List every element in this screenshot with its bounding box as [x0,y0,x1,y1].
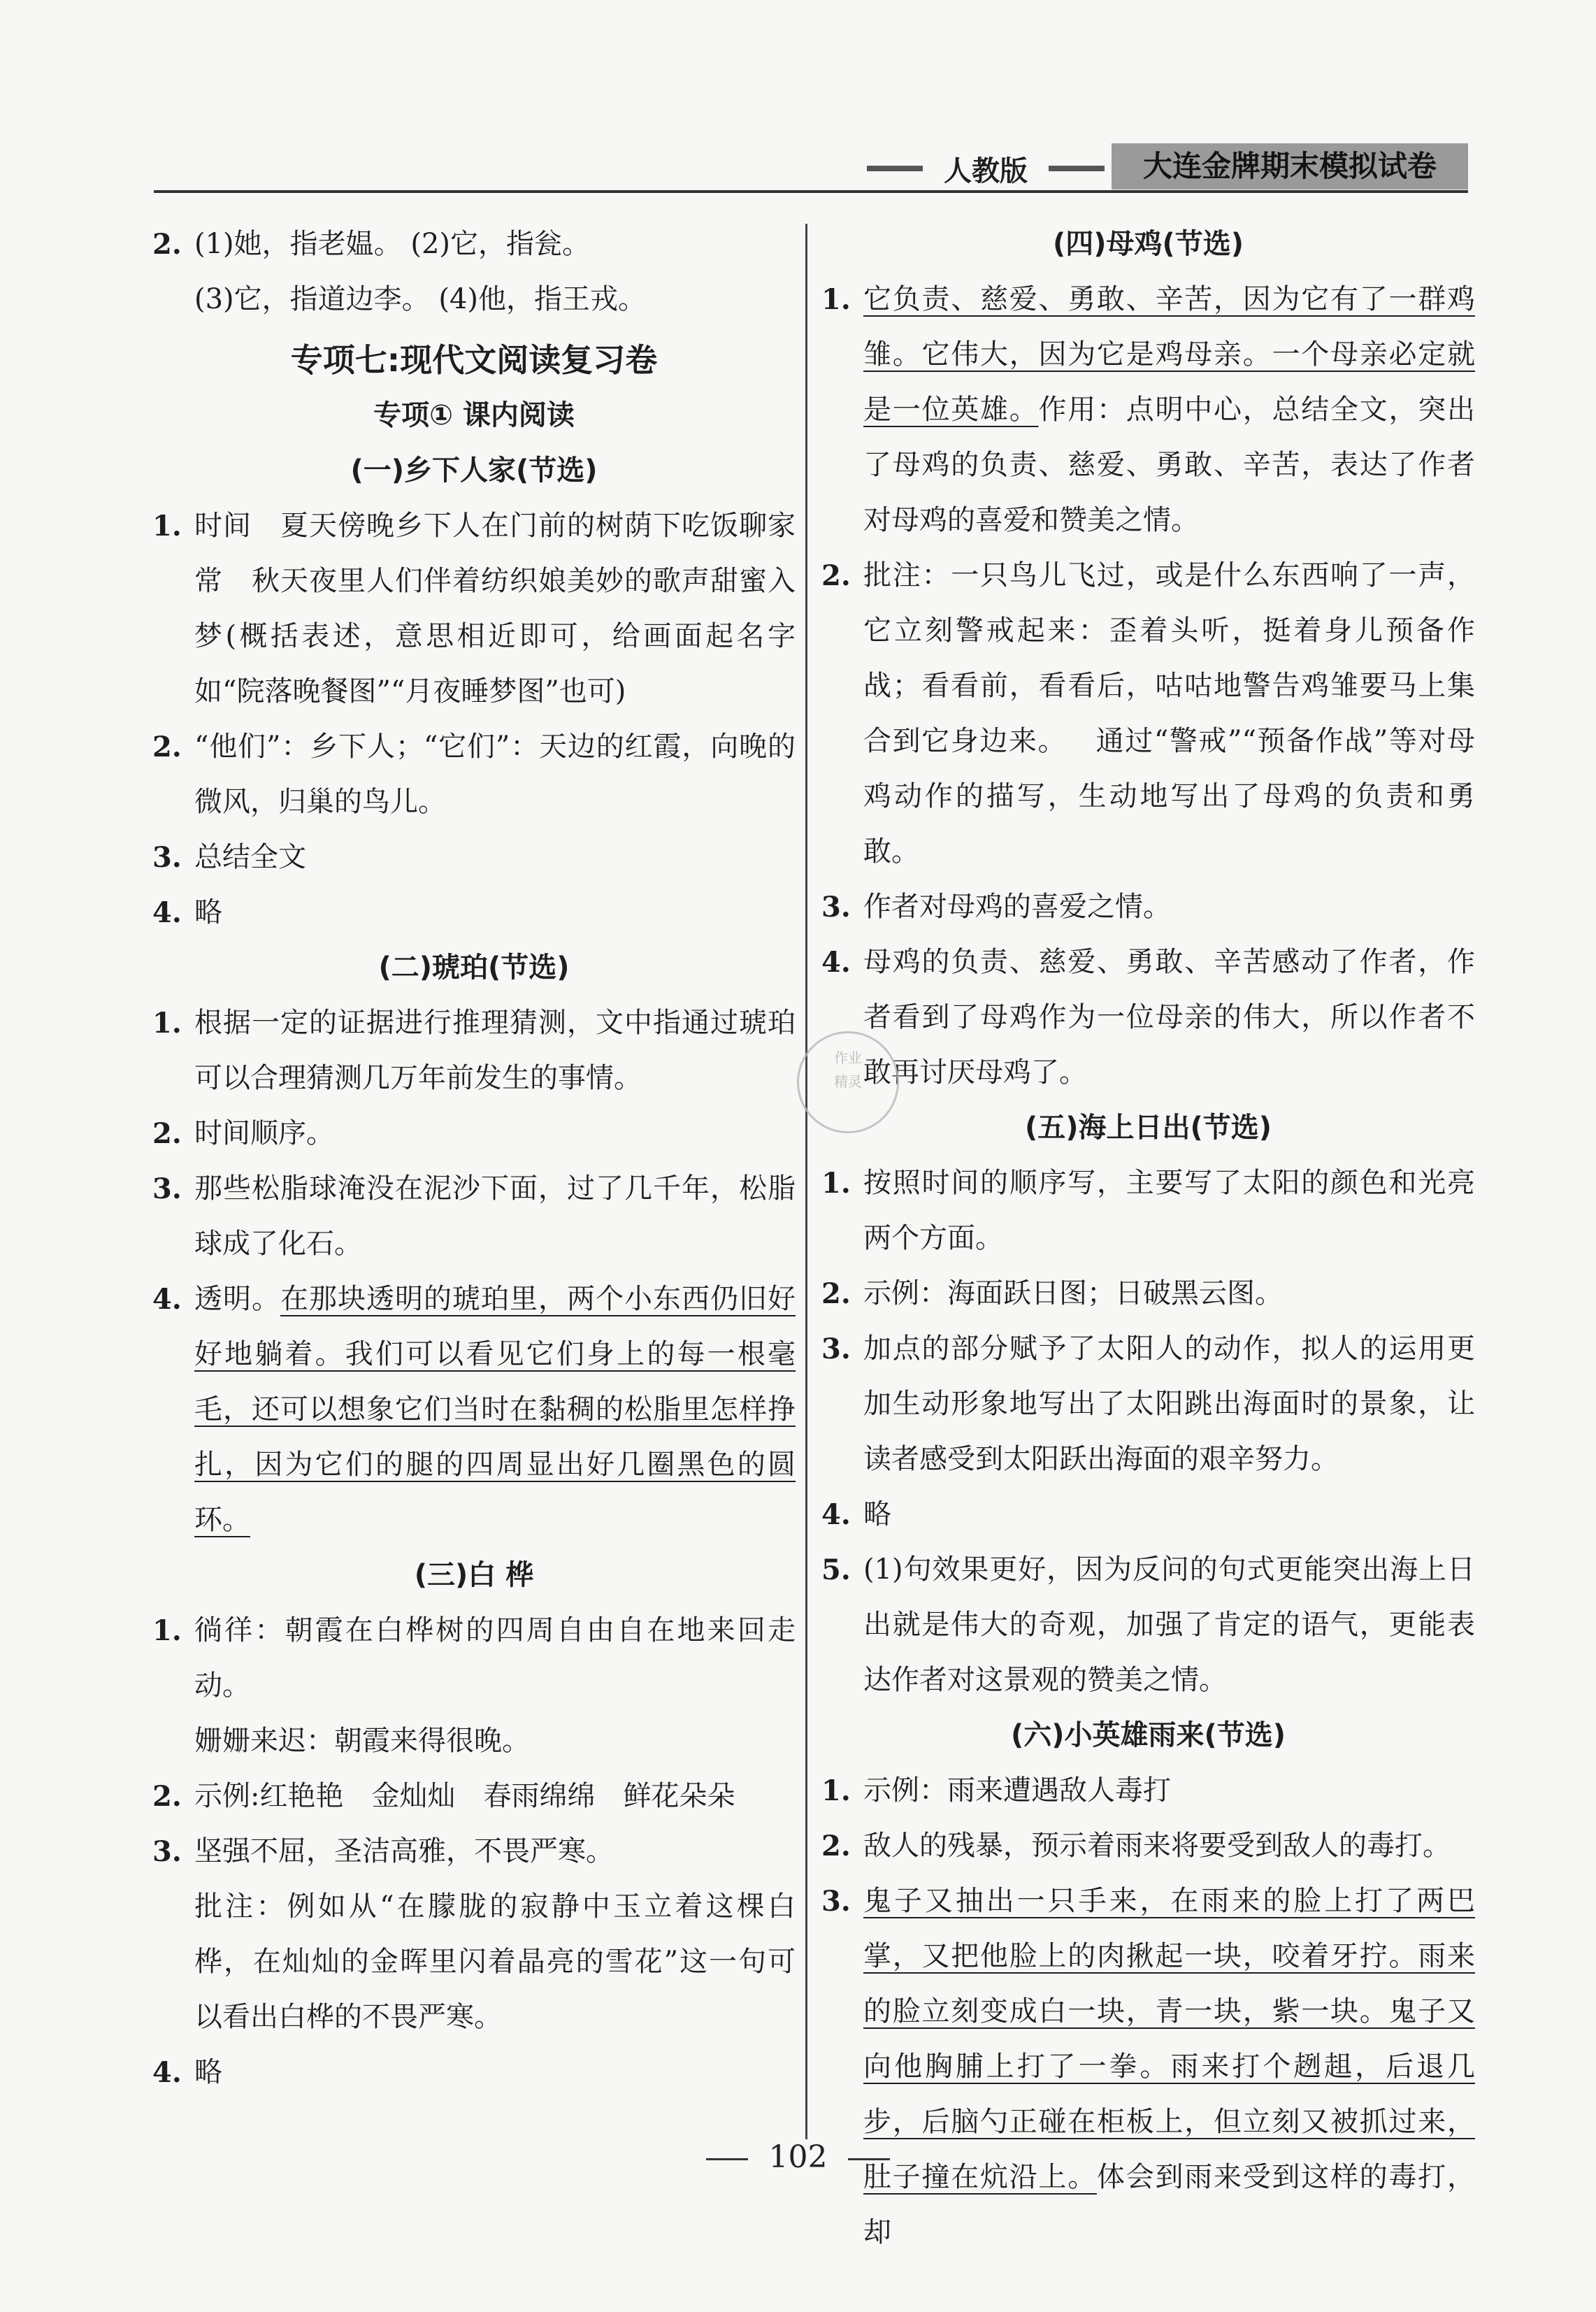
item-number: 4. [152,896,182,929]
right-column [821,217,1475,2260]
list-item [821,1818,1475,1874]
part-title: (六)小英雄雨来(节选) [1010,1719,1286,1751]
item-number: 1. [152,1614,182,1647]
column-divider [805,224,807,2139]
item-number: 1. [821,1774,851,1807]
item-number: 2. [821,1830,851,1862]
list-item [152,1272,796,1548]
answer-text: 体会到雨来受到这样的毒打，却 [863,2161,1475,2248]
item-number: 2. [821,1277,851,1310]
item-number: 2. [152,1780,182,1813]
list-item [152,885,796,940]
list-item [821,1487,1475,1542]
answer-text: (1)她，指老媪。 (2)它，指瓮。 [194,228,591,260]
part-title: (一)乡下人家(节选) [350,454,598,487]
list-item [152,719,796,830]
item-number: 4. [821,1498,851,1531]
item-number: 3. [821,1885,851,1918]
answer-text: 夏天傍晚乡下人在门前的树荫下吃饭聊家常 [194,510,796,597]
item-number: 2. [821,559,851,592]
list-item [152,1161,796,1272]
part-title: (二)琥珀(节选) [378,952,570,984]
answer-text: 通过“警戒”“预备作战”等对母鸡动作的描写，生动地写出了母鸡的负责和勇敢。 [863,725,1476,868]
answer-text: 批注：例如从“在朦胧的寂静中玉立着这棵白桦，在灿灿的金晖里闪着晶亮的雪花”这一句可以看出白桦的不畏严寒。 [194,1890,796,2033]
answer-text: 姗姗来迟：朝霞来得很晚。 [194,1725,530,1757]
item-number: 2. [152,1117,182,1150]
answer-word: 红艳艳 [259,1780,344,1812]
item-number: 3. [821,1333,851,1365]
answer-text: 透明。 [194,1283,280,1315]
answer-text: 略 [194,2056,222,2088]
item-number: 4. [152,2056,182,2089]
answer-text: 按照时间的顺序写，主要写了太阳的颜色和光亮两个方面。 [863,1167,1475,1254]
list-item [821,1542,1475,1708]
list-item [821,935,1475,1100]
answer-label: 示例: [194,1780,260,1812]
list-item [821,1156,1475,1266]
list-item [821,1321,1475,1487]
answer-text: 示例：雨来遭遇敌人毒打 [863,1774,1171,1807]
item-number: 1. [152,1007,182,1040]
page-number [0,2139,1596,2175]
answer-text: (3)它，指道边李。 (4)他，指王戎。 [194,283,647,315]
answer-text: 徜徉：朝霞在白桦树的四周自由自在地来回走动。 [194,1614,796,1702]
list-item [152,2045,796,2100]
answer-text: 加点的部分赋予了太阳人的动作，拟人的运用更加生动形象地写出了太阳跳出海面时的景象，让读者感受到太阳跃出海面的艰辛努力。 [863,1333,1475,1475]
answer-word: 金灿灿 [371,1780,456,1812]
answer-text: (1)句效果更好，因为反问的句式更能突出海上日出就是伟大的奇观，加强了肯定的语气，更能表达作者对这景观的赞美之情。 [863,1553,1475,1696]
item-number: 2. [152,731,182,763]
underlined-quote: 鬼子又抽出一只手来，在雨来的脸上打了两巴掌，又把他脸上的肉揪起一块，咬着牙拧。雨来的脸立刻变成白一块，青一块，紫一块。鬼子又向他胸脯上打了一拳。雨来打个趔趄，后退几步，后脑勺正碰在柜板上，但立刻又被抓过来，肚子撞在炕沿上。 [863,1885,1475,2193]
header-rule [154,190,1468,193]
answer-text: 母鸡的负责、慈爱、勇敢、辛苦感动了作者，作者看到了母鸡作为一位母亲的伟大，所以作者不敢再讨厌母鸡了。 [863,946,1475,1089]
item-number: 1. [821,1167,851,1200]
left-column [152,217,796,2100]
page-header [154,143,1468,192]
answer-text: 坚强不屈，圣洁高雅，不畏严寒。 [194,1835,614,1867]
item-number: 3. [152,841,182,874]
list-item [821,548,1475,879]
item-number: 5. [821,1553,851,1586]
list-item [152,498,796,719]
answer-text: 略 [863,1498,891,1530]
watermark-stamp [797,1031,899,1133]
list-item [821,1266,1475,1321]
item-number: 4. [152,1283,182,1316]
item-number: 1. [821,283,851,316]
answer-text: 那些松脂球淹没在泥沙下面，过了几千年，松脂球成了化石。 [194,1172,796,1260]
list-item [821,272,1475,548]
list-item [821,1763,1475,1818]
part-title: (五)海上日出(节选) [1024,1112,1272,1144]
series-title-box: 大连金牌期末模拟试卷 [1112,143,1468,189]
answer-word: 春雨绵绵 [483,1780,596,1812]
list-item [821,1874,1475,2260]
answer-text: “他们”：乡下人；“它们”：天边的红霞，向晚的微风，归巢的鸟儿。 [194,731,796,818]
item-number: 4. [821,946,851,979]
underlined-quote: 它负责、慈爱、勇敢、辛苦，因为它有了一群鸡雏。它伟大，因为它是鸡母亲。一个母亲必定就是一位英雄。 [863,283,1475,426]
answer-text: 略 [194,896,222,928]
answer-text: 作者对母鸡的喜爱之情。 [863,891,1171,923]
answer-text: 时间顺序。 [194,1117,334,1149]
list-item [821,879,1475,935]
part-title: (四)母鸡(节选) [1052,228,1244,260]
list-item [152,217,796,327]
answer-word: 鲜花朵朵 [623,1780,735,1812]
item-number: 2. [152,228,182,261]
item-number: 3. [152,1835,182,1868]
stamp-text: 作业 [834,1049,862,1066]
item-number: 1. [152,510,182,543]
stamp-text: 精灵 [834,1073,862,1090]
subsection-title: 专项① 课内阅读 [373,399,575,431]
list-item [152,1769,796,1824]
answer-text: 根据一定的证据进行推理猜测，文中指通过琥珀可以合理猜测几万年前发生的事情。 [194,1007,796,1094]
list-item [152,1824,796,2045]
page-number-text: 102 [768,2139,828,2175]
item-number: 3. [152,1172,182,1205]
answer-text: 作用：点明中心，总结全文，突出了母鸡的负责、慈爱、勇敢、辛苦，表达了作者对母鸡的喜爱和赞美之情。 [863,394,1475,536]
item-number: 3. [821,891,851,924]
answer-text: 批注：一只鸟儿飞过，或是什么东西响了一声，它立刻警戒起来：歪着头听，挺着身儿预备作战；看看前，看看后，咕咕地警告鸡雏要马上集合到它身边来。 [863,559,1475,757]
answer-text: 示例：海面跃日图；日破黑云图。 [863,1277,1283,1309]
list-item [152,996,796,1106]
edition-label: 人教版 [944,149,1028,189]
list-item [152,1106,796,1161]
list-item [152,830,796,885]
answer-text: 时间 [194,510,252,542]
answer-text: 秋天夜里人们伴着纺织娘美妙的歌声甜蜜入梦(概括表述，意思相近即可，给画面起名字如“院落晚餐图”“月夜睡梦图”也可) [194,565,796,708]
answer-text: 敌人的残暴，预示着雨来将要受到敌人的毒打。 [863,1830,1451,1862]
answer-text: 总结全文 [194,841,306,873]
underlined-quote: 在那块透明的琥珀里，两个小东西仍旧好好地躺着。我们可以看见它们身上的每一根毫毛，还可以想象它们当时在黏稠的松脂里怎样挣扎，因为它们的腿的四周显出好几圈黑色的圆环。 [194,1283,796,1536]
section-title: 专项七:现代文阅读复习卷 [290,341,658,379]
list-item [152,1603,796,1769]
part-title: (三)白 桦 [414,1559,534,1591]
